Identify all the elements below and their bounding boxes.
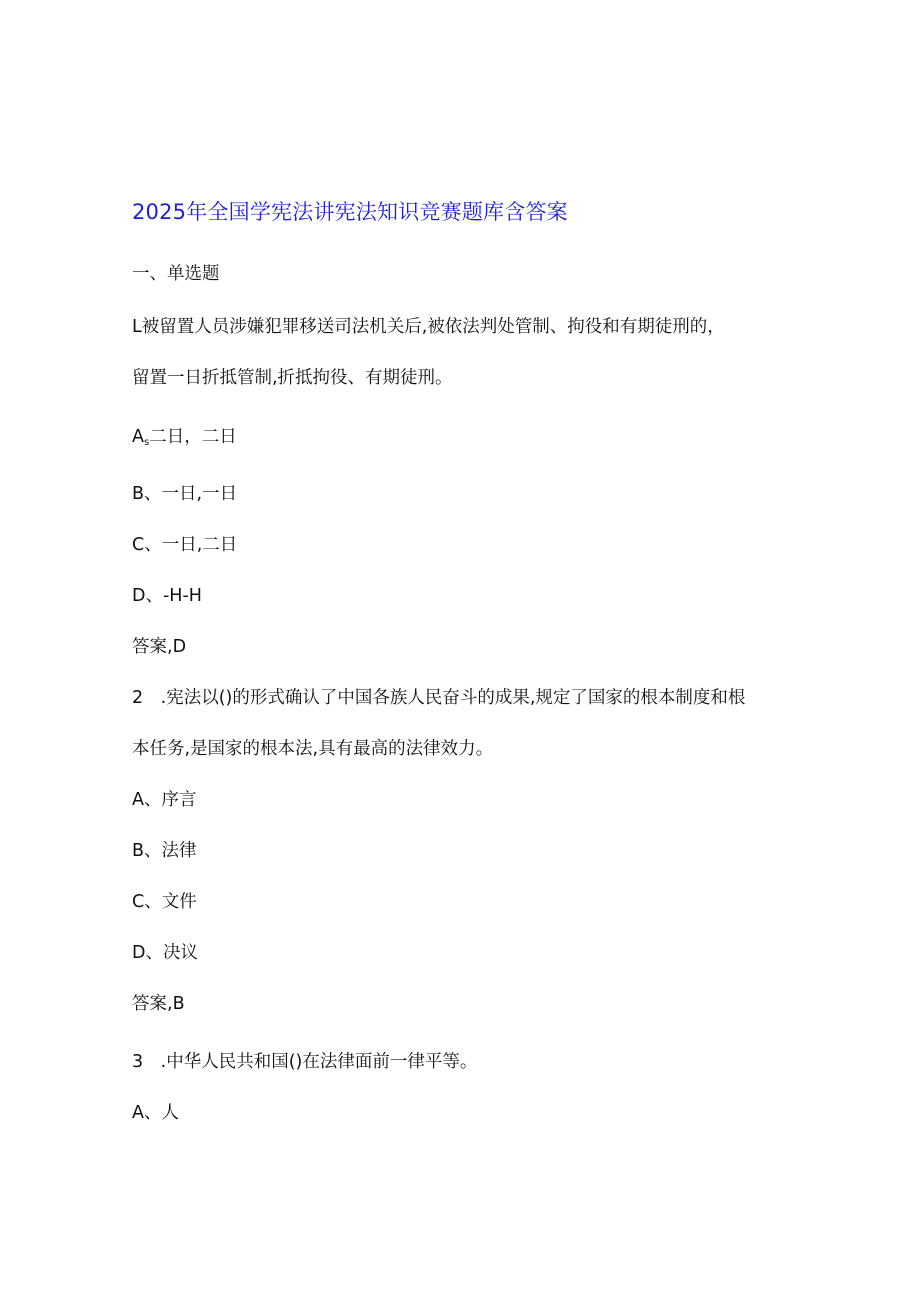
question-2-stem-line-2: 本任务,是国家的根本法,具有最高的法律效力。: [132, 739, 494, 759]
option-text: 二日，二日: [149, 427, 237, 447]
question-2-option-b: B、法律: [132, 841, 197, 861]
question-2-stem-line-1: 2 .宪法以()的形式确认了中国各族人民奋斗的成果,规定了国家的根本制度和根: [132, 688, 746, 708]
section-heading: 一、单选题: [132, 264, 220, 284]
question-1-option-b: B、一日,一日: [132, 484, 238, 504]
question-3-stem-line-1: 3 .中华人民共和国()在法律面前一律平等。: [132, 1052, 478, 1072]
question-1-option-d: D、-H-H: [132, 586, 202, 606]
question-2-option-c: C、文件: [132, 892, 197, 912]
question-1-option-c: C、一日,二日: [132, 535, 238, 555]
question-1-stem-line-2: 留置一日折抵管制,折抵拘役、有期徒刑。: [132, 368, 453, 388]
option-letter-subscript: s: [143, 437, 150, 448]
question-1-option-a: [132, 425, 237, 455]
question-2-answer: 答案,B: [132, 994, 185, 1014]
question-2-option-a: A、序言: [132, 790, 197, 810]
question-1-stem-line-1: L被留置人员涉嫌犯罪移送司法机关后,被依法判处管制、拘役和有期徒刑的，: [132, 317, 725, 337]
question-1-answer: 答案,D: [132, 637, 187, 657]
question-2-option-d: D、决议: [132, 943, 198, 963]
option-letter: A: [132, 427, 144, 447]
document-title: 2025年全国学宪法讲宪法知识竞赛题库含答案: [132, 200, 568, 224]
question-3-option-a: A、人: [132, 1103, 179, 1123]
